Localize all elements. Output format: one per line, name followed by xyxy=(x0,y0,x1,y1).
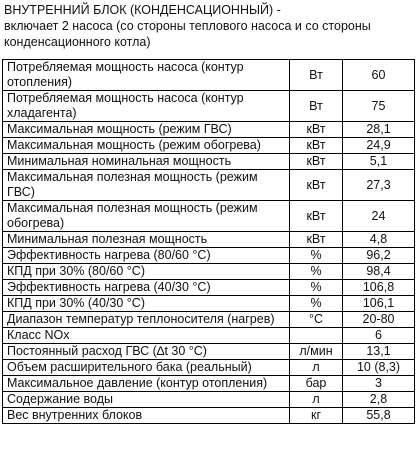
unit-cell: кг xyxy=(290,408,343,424)
value-cell: 28,1 xyxy=(343,122,415,138)
unit-cell: Вт xyxy=(290,60,343,91)
table-row xyxy=(3,248,415,264)
table-row xyxy=(3,232,415,248)
unit-cell: л xyxy=(290,360,343,376)
header-description-line1: включает 2 насоса (со стороны теплового насоса и со стороны xyxy=(4,19,371,33)
unit-cell: % xyxy=(290,296,343,312)
value-cell: 20-80 xyxy=(343,312,415,328)
table-row xyxy=(3,154,415,170)
unit-cell: кВт xyxy=(290,138,343,154)
param-cell: Объем расширительного бака (реальный) xyxy=(3,360,290,376)
spec-table xyxy=(2,59,415,424)
table-row xyxy=(3,392,415,408)
param-cell: Максимальная полезная мощность (режим обогрева) xyxy=(3,201,290,232)
param-cell: Минимальная полезная мощность xyxy=(3,232,290,248)
table-row xyxy=(3,60,415,91)
param-cell: Минимальная номинальная мощность xyxy=(3,154,290,170)
param-cell: Эффективность нагрева (40/30 °C) xyxy=(3,280,290,296)
value-cell: 10 (8,3) xyxy=(343,360,415,376)
unit-cell: л/мин xyxy=(290,344,343,360)
value-cell: 6 xyxy=(343,328,415,344)
unit-cell: % xyxy=(290,264,343,280)
unit-cell: кВт xyxy=(290,201,343,232)
param-cell: Содержание воды xyxy=(3,392,290,408)
header-description-line2: конденсационного котла) xyxy=(4,35,151,49)
param-cell: Вес внутренних блоков xyxy=(3,408,290,424)
value-cell: 5,1 xyxy=(343,154,415,170)
section-header xyxy=(4,2,414,50)
table-row xyxy=(3,122,415,138)
table-row xyxy=(3,312,415,328)
value-cell: 60 xyxy=(343,60,415,91)
table-row xyxy=(3,264,415,280)
param-cell: КПД при 30% (40/30 °C) xyxy=(3,296,290,312)
table-row xyxy=(3,408,415,424)
param-cell: Максимальная полезная мощность (режим ГВС) xyxy=(3,170,290,201)
unit-cell: бар xyxy=(290,376,343,392)
param-cell: Класс NOx xyxy=(3,328,290,344)
value-cell: 4,8 xyxy=(343,232,415,248)
table-row xyxy=(3,376,415,392)
spec-table-body xyxy=(3,60,415,424)
table-row xyxy=(3,280,415,296)
param-cell: Максимальная мощность (режим обогрева) xyxy=(3,138,290,154)
value-cell: 3 xyxy=(343,376,415,392)
unit-cell xyxy=(290,328,343,344)
table-row xyxy=(3,344,415,360)
unit-cell: кВт xyxy=(290,122,343,138)
table-row xyxy=(3,296,415,312)
param-cell: Потребляемая мощность насоса (контур отопления) xyxy=(3,60,290,91)
value-cell: 106,8 xyxy=(343,280,415,296)
table-row xyxy=(3,138,415,154)
value-cell: 2,8 xyxy=(343,392,415,408)
header-title: ВНУТРЕННИЙ БЛОК (КОНДЕНСАЦИОННЫЙ) - xyxy=(4,3,281,17)
table-row xyxy=(3,201,415,232)
table-row xyxy=(3,91,415,122)
value-cell: 27,3 xyxy=(343,170,415,201)
table-row xyxy=(3,170,415,201)
unit-cell: кВт xyxy=(290,154,343,170)
table-row xyxy=(3,360,415,376)
value-cell: 106,1 xyxy=(343,296,415,312)
value-cell: 13,1 xyxy=(343,344,415,360)
unit-cell: кВт xyxy=(290,170,343,201)
unit-cell: кВт xyxy=(290,232,343,248)
unit-cell: Вт xyxy=(290,91,343,122)
table-row xyxy=(3,328,415,344)
value-cell: 24,9 xyxy=(343,138,415,154)
param-cell: Потребляемая мощность насоса (контур хладагента) xyxy=(3,91,290,122)
param-cell: Постоянный расход ГВС (∆t 30 °C) xyxy=(3,344,290,360)
unit-cell: л xyxy=(290,392,343,408)
unit-cell: °C xyxy=(290,312,343,328)
param-cell: Максимальная мощность (режим ГВС) xyxy=(3,122,290,138)
value-cell: 96,2 xyxy=(343,248,415,264)
param-cell: КПД при 30% (80/60 °C) xyxy=(3,264,290,280)
param-cell: Максимальное давление (контур отопления) xyxy=(3,376,290,392)
value-cell: 75 xyxy=(343,91,415,122)
unit-cell: % xyxy=(290,280,343,296)
value-cell: 55,8 xyxy=(343,408,415,424)
value-cell: 98,4 xyxy=(343,264,415,280)
param-cell: Диапазон температур теплоносителя (нагрев) xyxy=(3,312,290,328)
unit-cell: % xyxy=(290,248,343,264)
param-cell: Эффективность нагрева (80/60 °C) xyxy=(3,248,290,264)
value-cell: 24 xyxy=(343,201,415,232)
